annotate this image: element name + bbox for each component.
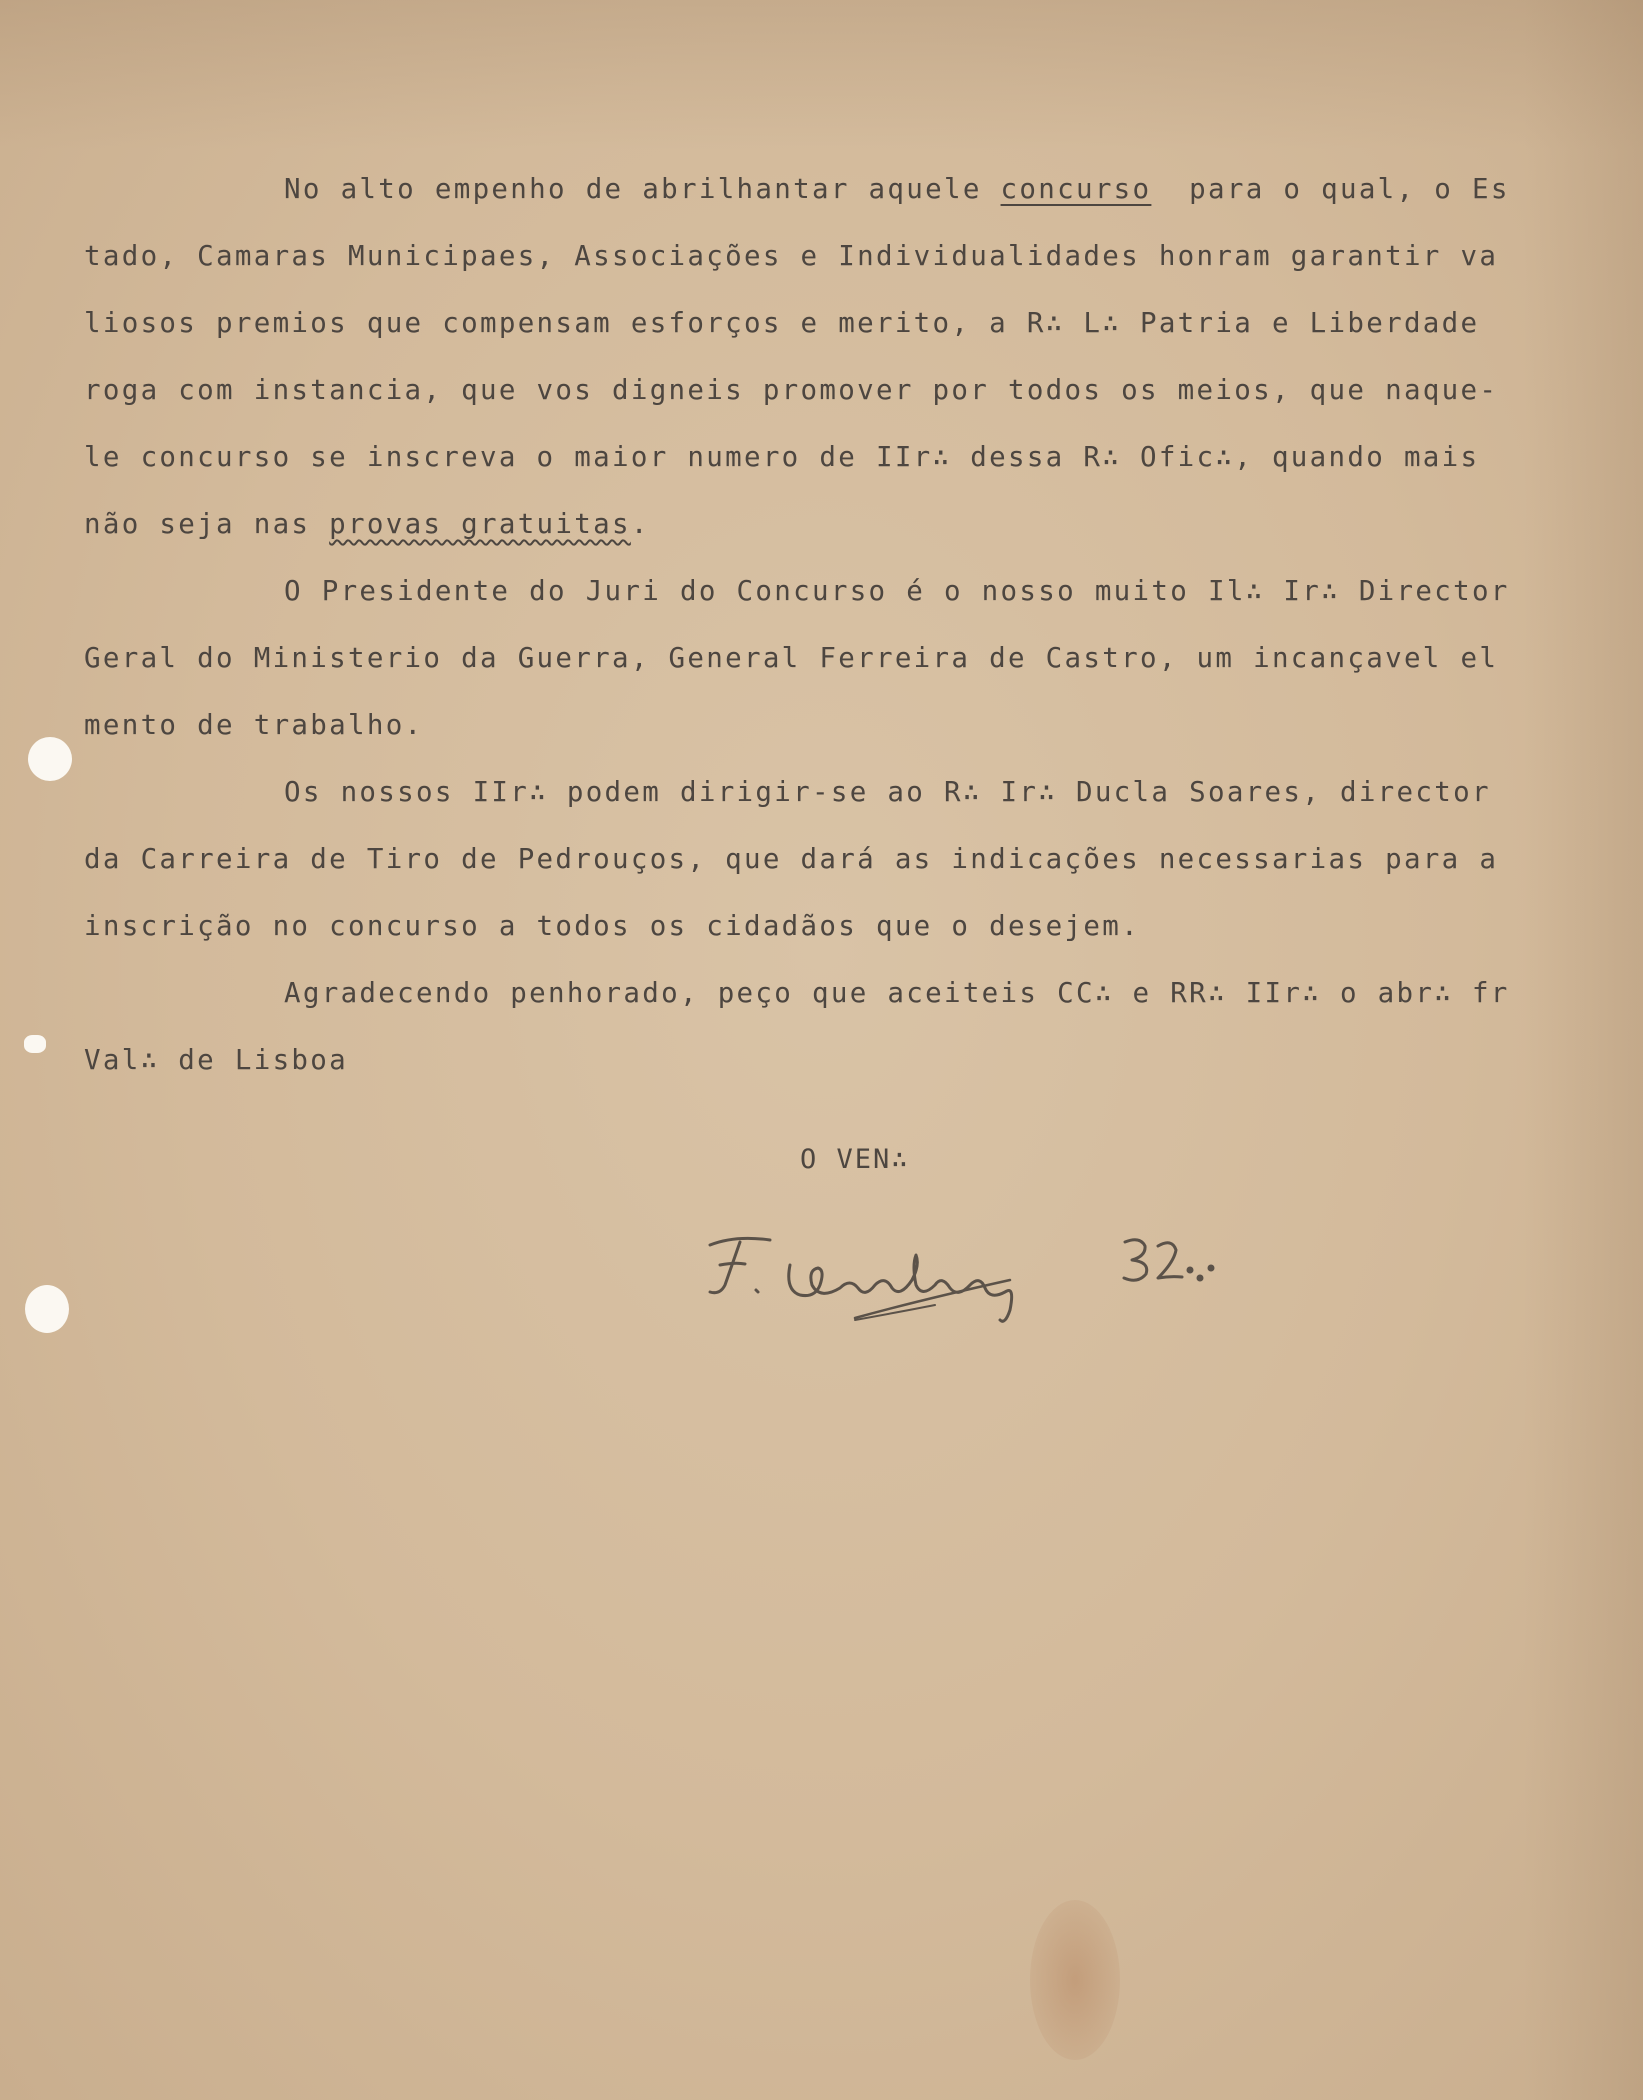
paragraph-line: tado, Camaras Municipaes, Associações e Individualidades honram garantir va <box>84 240 1499 272</box>
paragraph-line: No alto empenho de abrilhantar aquele concurso para o qual, o Es <box>284 173 1510 205</box>
punch-hole <box>28 737 72 781</box>
paragraph-line: Geral do Ministerio da Guerra, General Ferreira de Castro, um incançavel el <box>84 642 1499 674</box>
paragraph-line: le concurso se inscreva o maior numero de IIr∴ dessa R∴ Ofic∴, quando mais <box>84 441 1480 473</box>
paragraph-line: da Carreira de Tiro de Pedrouços, que dará as indicações necessarias para a <box>84 843 1499 875</box>
handwritten-signature <box>680 1170 1240 1340</box>
paragraph-line: roga com instancia, que vos digneis promover por todos os meios, que naque- <box>84 374 1499 406</box>
paragraph-line: Os nossos IIr∴ podem dirigir-se ao R∴ Ir∴ Ducla Soares, director <box>284 776 1491 808</box>
paragraph-line: Agradecendo penhorado, peço que aceiteis CC∴ e RR∴ IIr∴ o abr∴ fr <box>284 977 1510 1009</box>
punch-hole <box>25 1285 69 1333</box>
punch-hole <box>24 1035 46 1053</box>
paper-stain <box>0 0 1643 150</box>
paragraph-line: mento de trabalho. <box>84 709 424 741</box>
underlined-phrase: provas gratuitas <box>329 508 631 540</box>
letter-body <box>84 156 1584 1094</box>
paragraph-line: liosos premios que compensam esforços e merito, a R∴ L∴ Patria e Liberdade <box>84 307 1480 339</box>
paragraph-line: Val∴ de Lisboa <box>84 1044 348 1076</box>
paragraph-line: inscrição no concurso a todos os cidadãos que o desejem. <box>84 910 1140 942</box>
paragraph-line: O Presidente do Juri do Concurso é o nosso muito Il∴ Ir∴ Director <box>284 575 1510 607</box>
closing-title: O VEN∴ <box>800 1144 910 1175</box>
paragraph-line: não seja nas provas gratuitas. <box>84 508 650 540</box>
paper-stain <box>1030 1900 1120 2060</box>
underlined-word: concurso <box>1000 173 1152 205</box>
